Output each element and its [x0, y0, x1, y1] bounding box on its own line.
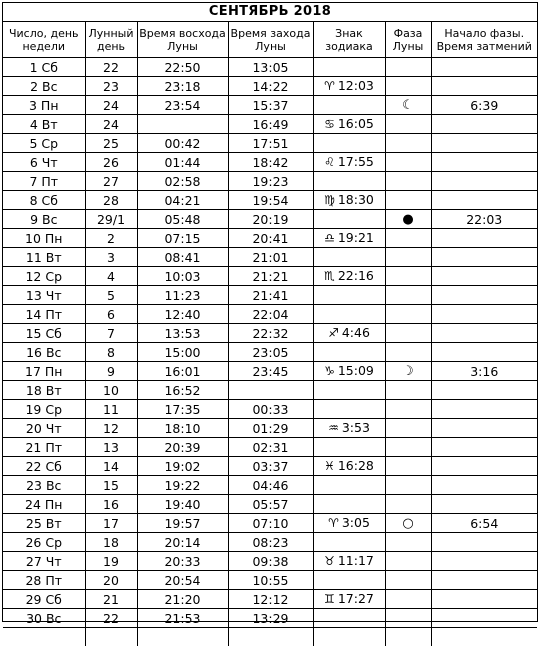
table-body [3, 58, 537, 646]
cell-moon-phase [385, 191, 431, 210]
cell-moon-phase [385, 134, 431, 153]
cell-lunar-day: 22 [85, 58, 137, 77]
cell-day [3, 628, 85, 646]
header-lunar-day: Лунный день [85, 22, 137, 58]
cell-moonrise: 20:33 [137, 552, 228, 571]
cell-moonset: 22:32 [228, 324, 313, 343]
cell-moonset: 04:46 [228, 476, 313, 495]
cell-lunar-day: 25 [85, 134, 137, 153]
cell-zodiac-sign [313, 533, 385, 552]
cell-day: 10 Пн [3, 229, 85, 248]
cell-moonrise: 22:50 [137, 58, 228, 77]
cell-zodiac-sign [313, 495, 385, 514]
cell-moon-phase [385, 305, 431, 324]
cell-phase-start [431, 191, 537, 210]
cell-moonset: 16:49 [228, 115, 313, 134]
cell-zodiac-sign [313, 419, 385, 438]
cell-zodiac-sign [313, 457, 385, 476]
cell-lunar-day [85, 628, 137, 646]
cell-lunar-day: 12 [85, 419, 137, 438]
cell-moonrise: 20:14 [137, 533, 228, 552]
zodiac-sign-icon: ♎ [324, 231, 335, 245]
table-row [3, 172, 537, 191]
cell-zodiac-sign [313, 134, 385, 153]
cell-moonset: 15:37 [228, 96, 313, 115]
cell-phase-start [431, 419, 537, 438]
cell-lunar-day: 22 [85, 609, 137, 628]
cell-lunar-day: 8 [85, 343, 137, 362]
cell-moon-phase [385, 400, 431, 419]
cell-lunar-day: 26 [85, 153, 137, 172]
cell-moon-phase [385, 229, 431, 248]
cell-phase-start [431, 438, 537, 457]
zodiac-sign-time: 4:46 [342, 325, 370, 340]
table-row [3, 324, 537, 343]
table-row [3, 419, 537, 438]
cell-moonset: 10:55 [228, 571, 313, 590]
cell-moonset: 21:41 [228, 286, 313, 305]
cell-zodiac-sign [313, 286, 385, 305]
cell-day: 14 Пт [3, 305, 85, 324]
cell-day: 25 Вт [3, 514, 85, 533]
cell-lunar-day: 14 [85, 457, 137, 476]
cell-moonrise: 11:23 [137, 286, 228, 305]
table-row [3, 153, 537, 172]
cell-lunar-day: 28 [85, 191, 137, 210]
cell-lunar-day: 13 [85, 438, 137, 457]
cell-phase-start [431, 77, 537, 96]
cell-moonset: 03:37 [228, 457, 313, 476]
zodiac-sign-time: 16:28 [338, 458, 374, 473]
cell-day: 24 Пн [3, 495, 85, 514]
cell-lunar-day: 19 [85, 552, 137, 571]
cell-phase-start [431, 229, 537, 248]
cell-moonrise: 07:15 [137, 229, 228, 248]
cell-moonset: 02:31 [228, 438, 313, 457]
cell-lunar-day: 2 [85, 229, 137, 248]
zodiac-sign-icon: ♈ [324, 79, 335, 93]
cell-moonset: 23:45 [228, 362, 313, 381]
cell-moonset: 20:19 [228, 210, 313, 229]
cell-zodiac-sign [313, 96, 385, 115]
cell-moonset: 20:41 [228, 229, 313, 248]
cell-lunar-day: 18 [85, 533, 137, 552]
moon-phase-icon: ○ [402, 516, 413, 531]
cell-zodiac-sign [313, 172, 385, 191]
cell-moonrise: 13:53 [137, 324, 228, 343]
cell-zodiac-sign [313, 305, 385, 324]
cell-day: 28 Пт [3, 571, 85, 590]
cell-moonrise: 12:40 [137, 305, 228, 324]
cell-lunar-day: 23 [85, 77, 137, 96]
cell-day: 23 Вс [3, 476, 85, 495]
cell-phase-start [431, 343, 537, 362]
cell-moonrise: 01:44 [137, 153, 228, 172]
cell-lunar-day: 4 [85, 267, 137, 286]
cell-moon-phase [385, 58, 431, 77]
cell-day: 13 Чт [3, 286, 85, 305]
cell-day: 15 Сб [3, 324, 85, 343]
cell-phase-start [431, 457, 537, 476]
cell-moonrise [137, 628, 228, 646]
zodiac-sign-time: 3:53 [342, 420, 370, 435]
moon-phase-icon: ☾ [402, 98, 414, 113]
cell-phase-start [431, 571, 537, 590]
cell-moon-phase [385, 552, 431, 571]
cell-lunar-day: 17 [85, 514, 137, 533]
cell-moon-phase [385, 153, 431, 172]
cell-moonset: 14:22 [228, 77, 313, 96]
cell-zodiac-sign [313, 362, 385, 381]
cell-zodiac-sign [313, 115, 385, 134]
cell-zodiac-sign [313, 229, 385, 248]
cell-moon-phase [385, 96, 431, 115]
cell-zodiac-sign [313, 400, 385, 419]
table-row [3, 305, 537, 324]
cell-moonset: 08:23 [228, 533, 313, 552]
cell-moon-phase [385, 324, 431, 343]
cell-day: 17 Пн [3, 362, 85, 381]
cell-lunar-day: 10 [85, 381, 137, 400]
cell-moonrise: 17:35 [137, 400, 228, 419]
table-row [3, 96, 537, 115]
cell-phase-start [431, 286, 537, 305]
cell-phase-start [431, 609, 537, 628]
cell-zodiac-sign [313, 609, 385, 628]
cell-phase-start: 3:16 [431, 362, 537, 381]
zodiac-sign-time: 16:05 [338, 116, 374, 131]
zodiac-sign-icon: ♍ [324, 193, 335, 207]
cell-moonset [228, 628, 313, 646]
table-row [3, 58, 537, 77]
cell-day: 9 Вс [3, 210, 85, 229]
cell-phase-start [431, 628, 537, 646]
cell-lunar-day: 29/1 [85, 210, 137, 229]
cell-day: 8 Сб [3, 191, 85, 210]
cell-moon-phase [385, 248, 431, 267]
cell-zodiac-sign [313, 153, 385, 172]
zodiac-sign-time: 17:27 [338, 591, 374, 606]
cell-moonset: 13:29 [228, 609, 313, 628]
moon-phase-icon: ☽ [402, 364, 414, 379]
header-moon-phase: Фаза Луны [385, 22, 431, 58]
cell-lunar-day: 24 [85, 96, 137, 115]
cell-lunar-day: 21 [85, 590, 137, 609]
table-row [3, 248, 537, 267]
cell-zodiac-sign [313, 77, 385, 96]
table-row [3, 495, 537, 514]
cell-phase-start [431, 134, 537, 153]
zodiac-sign-time: 22:16 [338, 268, 374, 283]
table-row [3, 115, 537, 134]
cell-day: 7 Пт [3, 172, 85, 191]
table-row [3, 267, 537, 286]
cell-zodiac-sign [313, 381, 385, 400]
cell-day: 11 Вт [3, 248, 85, 267]
cell-moon-phase [385, 419, 431, 438]
cell-phase-start [431, 381, 537, 400]
cell-moon-phase [385, 476, 431, 495]
cell-moonrise: 02:58 [137, 172, 228, 191]
cell-moon-phase [385, 533, 431, 552]
cell-moonrise: 05:48 [137, 210, 228, 229]
cell-moonrise: 19:02 [137, 457, 228, 476]
cell-day: 3 Пн [3, 96, 85, 115]
cell-phase-start [431, 115, 537, 134]
zodiac-sign-time: 17:55 [338, 154, 374, 169]
zodiac-sign-time: 3:05 [342, 515, 370, 530]
cell-day: 6 Чт [3, 153, 85, 172]
cell-phase-start: 22:03 [431, 210, 537, 229]
cell-moonrise [137, 115, 228, 134]
table-row [3, 343, 537, 362]
cell-moon-phase [385, 210, 431, 229]
cell-moonrise: 19:40 [137, 495, 228, 514]
cell-phase-start [431, 305, 537, 324]
cell-moon-phase [385, 362, 431, 381]
cell-lunar-day: 7 [85, 324, 137, 343]
cell-moonrise: 23:18 [137, 77, 228, 96]
cell-lunar-day: 20 [85, 571, 137, 590]
cell-moonset: 21:21 [228, 267, 313, 286]
cell-phase-start [431, 172, 537, 191]
cell-moonrise: 15:00 [137, 343, 228, 362]
cell-zodiac-sign [313, 571, 385, 590]
cell-moonrise: 21:53 [137, 609, 228, 628]
cell-phase-start [431, 552, 537, 571]
cell-moonrise: 08:41 [137, 248, 228, 267]
cell-moon-phase [385, 172, 431, 191]
cell-moonrise: 21:20 [137, 590, 228, 609]
cell-moonrise: 23:54 [137, 96, 228, 115]
moon-phase-icon: ● [402, 212, 413, 227]
table-row [3, 476, 537, 495]
cell-phase-start [431, 533, 537, 552]
cell-phase-start [431, 400, 537, 419]
cell-day: 19 Ср [3, 400, 85, 419]
cell-moon-phase [385, 628, 431, 646]
header-zodiac-sign: Знак зодиака [313, 22, 385, 58]
cell-moonset [228, 381, 313, 400]
cell-moonset: 19:54 [228, 191, 313, 210]
table-row [3, 514, 537, 533]
cell-moon-phase [385, 609, 431, 628]
cell-phase-start [431, 476, 537, 495]
cell-moonrise: 20:54 [137, 571, 228, 590]
table-row [3, 191, 537, 210]
cell-phase-start: 6:54 [431, 514, 537, 533]
cell-zodiac-sign [313, 324, 385, 343]
cell-moonset: 23:05 [228, 343, 313, 362]
cell-phase-start [431, 495, 537, 514]
table-row [3, 628, 537, 646]
table-row [3, 438, 537, 457]
cell-zodiac-sign [313, 210, 385, 229]
calendar-frame [2, 2, 538, 622]
cell-moonset: 21:01 [228, 248, 313, 267]
cell-moonrise: 19:22 [137, 476, 228, 495]
cell-zodiac-sign [313, 267, 385, 286]
cell-day: 4 Вт [3, 115, 85, 134]
cell-zodiac-sign [313, 476, 385, 495]
cell-day: 18 Вт [3, 381, 85, 400]
cell-moonrise: 04:21 [137, 191, 228, 210]
table-row [3, 362, 537, 381]
cell-day: 2 Вс [3, 77, 85, 96]
table-header-row [3, 22, 537, 58]
table-row [3, 381, 537, 400]
zodiac-sign-time: 19:21 [338, 230, 374, 245]
cell-zodiac-sign [313, 590, 385, 609]
cell-moon-phase [385, 590, 431, 609]
cell-moonset: 05:57 [228, 495, 313, 514]
cell-phase-start: 6:39 [431, 96, 537, 115]
page-title: СЕНТЯБРЬ 2018 [3, 3, 537, 22]
cell-phase-start [431, 248, 537, 267]
cell-moonrise: 16:52 [137, 381, 228, 400]
cell-moonset: 01:29 [228, 419, 313, 438]
cell-phase-start [431, 590, 537, 609]
cell-moonrise: 18:10 [137, 419, 228, 438]
cell-moon-phase [385, 495, 431, 514]
zodiac-sign-icon: ♓ [324, 459, 335, 473]
cell-moon-phase [385, 381, 431, 400]
cell-moonset: 17:51 [228, 134, 313, 153]
cell-moonrise: 19:57 [137, 514, 228, 533]
cell-moon-phase [385, 286, 431, 305]
cell-moonset: 12:12 [228, 590, 313, 609]
cell-moon-phase [385, 571, 431, 590]
cell-zodiac-sign [313, 343, 385, 362]
cell-zodiac-sign [313, 514, 385, 533]
cell-moon-phase [385, 77, 431, 96]
zodiac-sign-icon: ♒ [328, 421, 339, 435]
table-row [3, 552, 537, 571]
table-row [3, 77, 537, 96]
moon-calendar-table [3, 22, 537, 646]
cell-zodiac-sign [313, 438, 385, 457]
cell-zodiac-sign [313, 191, 385, 210]
cell-moonset: 18:42 [228, 153, 313, 172]
cell-lunar-day: 27 [85, 172, 137, 191]
header-phase-start: Начало фазы. Время затмений [431, 22, 537, 58]
zodiac-sign-time: 15:09 [338, 363, 374, 378]
cell-lunar-day: 16 [85, 495, 137, 514]
cell-day: 30 Вс [3, 609, 85, 628]
table-row [3, 457, 537, 476]
zodiac-sign-time: 18:30 [338, 192, 374, 207]
cell-lunar-day: 6 [85, 305, 137, 324]
zodiac-sign-icon: ♉ [324, 554, 335, 568]
table-row [3, 210, 537, 229]
cell-lunar-day: 11 [85, 400, 137, 419]
cell-day: 26 Ср [3, 533, 85, 552]
table-row [3, 609, 537, 628]
cell-moon-phase [385, 457, 431, 476]
cell-moon-phase [385, 343, 431, 362]
cell-phase-start [431, 58, 537, 77]
zodiac-sign-icon: ♑ [324, 364, 335, 378]
table-row [3, 571, 537, 590]
header-day: Число, день недели [3, 22, 85, 58]
zodiac-sign-time: 11:17 [338, 553, 374, 568]
cell-day: 20 Чт [3, 419, 85, 438]
cell-phase-start [431, 153, 537, 172]
cell-lunar-day: 24 [85, 115, 137, 134]
cell-moonset: 07:10 [228, 514, 313, 533]
table-row [3, 590, 537, 609]
cell-moonset: 13:05 [228, 58, 313, 77]
cell-day: 16 Вс [3, 343, 85, 362]
cell-lunar-day: 5 [85, 286, 137, 305]
cell-moonset: 22:04 [228, 305, 313, 324]
cell-zodiac-sign [313, 58, 385, 77]
zodiac-sign-time: 12:03 [338, 78, 374, 93]
cell-moonrise: 00:42 [137, 134, 228, 153]
table-row [3, 533, 537, 552]
cell-moonset: 09:38 [228, 552, 313, 571]
zodiac-sign-icon: ♌ [324, 155, 335, 169]
cell-zodiac-sign [313, 552, 385, 571]
cell-day: 29 Сб [3, 590, 85, 609]
cell-phase-start [431, 267, 537, 286]
header-moonset: Время захода Луны [228, 22, 313, 58]
cell-day: 5 Ср [3, 134, 85, 153]
cell-moon-phase [385, 438, 431, 457]
zodiac-sign-icon: ♐ [328, 326, 339, 340]
cell-moonrise: 20:39 [137, 438, 228, 457]
cell-lunar-day: 9 [85, 362, 137, 381]
cell-moonset: 19:23 [228, 172, 313, 191]
cell-moon-phase [385, 267, 431, 286]
cell-zodiac-sign [313, 628, 385, 646]
cell-phase-start [431, 324, 537, 343]
table-row [3, 400, 537, 419]
cell-moonset: 00:33 [228, 400, 313, 419]
cell-moonrise: 10:03 [137, 267, 228, 286]
cell-moon-phase [385, 115, 431, 134]
zodiac-sign-icon: ♈ [328, 516, 339, 530]
cell-zodiac-sign [313, 248, 385, 267]
cell-day: 12 Ср [3, 267, 85, 286]
cell-day: 27 Чт [3, 552, 85, 571]
cell-lunar-day: 3 [85, 248, 137, 267]
cell-day: 22 Сб [3, 457, 85, 476]
header-moonrise: Время восхода Луны [137, 22, 228, 58]
cell-moonrise: 16:01 [137, 362, 228, 381]
zodiac-sign-icon: ♋ [324, 117, 335, 131]
zodiac-sign-icon: ♏ [324, 269, 335, 283]
cell-moon-phase [385, 514, 431, 533]
table-row [3, 134, 537, 153]
table-row [3, 229, 537, 248]
zodiac-sign-icon: ♊ [324, 592, 335, 606]
cell-day: 21 Пт [3, 438, 85, 457]
cell-lunar-day: 15 [85, 476, 137, 495]
cell-day: 1 Сб [3, 58, 85, 77]
table-row [3, 286, 537, 305]
